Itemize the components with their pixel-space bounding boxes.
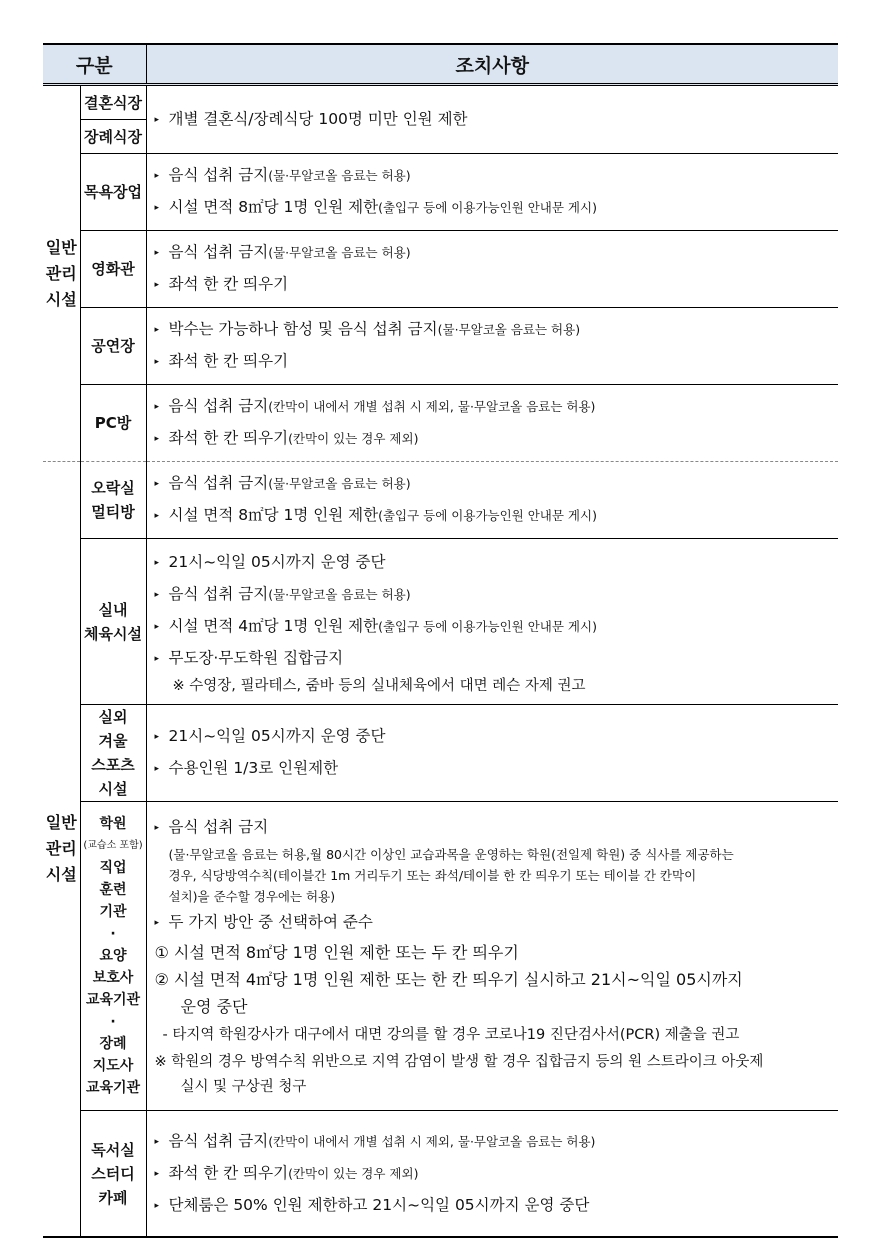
measures-wedding: ▸ 개별 결혼식/장례식당 100명 미만 인원 제한: [146, 85, 838, 154]
header-measures: 조치사항: [146, 44, 838, 85]
measures-table-page: [43, 43, 838, 1238]
measures-cinema: ▸ 음식 섭취 금지(물·무알코올 음료는 허용) ▸ 좌석 한 칸 띄우기: [146, 231, 838, 308]
facility-wedding-hall: 결혼식장: [80, 85, 146, 120]
header-category: 구분: [43, 44, 146, 85]
group-general-2: 일반 관리 시설: [43, 462, 80, 1238]
group-general-1: 일반 관리 시설: [43, 85, 80, 462]
measures-study-cafe: ▸ 음식 섭취 금지(칸막이 내에서 개별 섭취 시 제외, 물·무알코올 음료는 허용) ▸ 좌석 한 칸 띄우기(칸막이 있는 경우 제외) ▸ 단체룸은 50% 인원 제한하고 21시~익일 05시까지 운영 중단: [146, 1111, 838, 1238]
facility-arcade: 오락실 멀티방: [80, 462, 146, 539]
measures-theater: ▸ 박수는 가능하나 함성 및 음식 섭취 금지(물·무알코올 음료는 허용) ▸ 좌석 한 칸 띄우기: [146, 308, 838, 385]
facility-cinema: 영화관: [80, 231, 146, 308]
facility-academy: 학원 (교습소 포함) 직업 훈련 기관 · 요양 보호사 교육기관 · 장례 지도사 교육기관: [80, 802, 146, 1111]
measures-academy: ▸ 음식 섭취 금지 (물·무알코올 음료는 허용,월 80시간 이상인 교습과목을 운영하는 학원(전일제 학원) 중 식사를 제공하는 경우, 식당방역수칙(테이블간 1m 거리두기 또는 좌석/테이블 한 칸 띄우기 또는 테이블 간 칸막이 설치)을 준수할 경우에는 허용) ▸ 두 가지 방안 중 선택하여 준수 ① 시설 면적 8㎡당 1명 인원 제한 또는 두 칸 띄우기 ② 시설 면적 4㎡당 1명 인원 제한 또는 한 칸 띄우기 실시하고 21시~익일 05시까지 운영 중단 - 타지역 학원강사가 대구에서 대면 강의를 할 경우 코로나19 진단검사서(PCR) 제출을 권고 ※ 학원의 경우 방역수칙 위반으로 지역 감염이 발생 할 경우 집합금지 등의 원 스트라이크 아웃제 실시 및 구상권 청구: [146, 802, 838, 1111]
note-indoor-sports: ※ 수영장, 필라테스, 줌바 등의 실내체육에서 대면 레슨 자제 권고: [172, 677, 586, 694]
facility-indoor-sports: 실내 체육시설: [80, 539, 146, 705]
facility-funeral-hall: 장례식장: [80, 120, 146, 154]
facility-study-cafe: 독서실 스터디 카페: [80, 1111, 146, 1238]
measures-pc-cafe: ▸ 음식 섭취 금지(칸막이 내에서 개별 섭취 시 제외, 물·무알코올 음료는 허용) ▸ 좌석 한 칸 띄우기(칸막이 있는 경우 제외): [146, 385, 838, 462]
facility-theater: 공연장: [80, 308, 146, 385]
measures-table: [43, 43, 838, 1238]
measures-arcade: ▸ 음식 섭취 금지(물·무알코올 음료는 허용) ▸ 시설 면적 8㎡당 1명 인원 제한(출입구 등에 이용가능인원 안내문 게시): [146, 462, 838, 539]
facility-pc-cafe: PC방: [80, 385, 146, 462]
facility-winter-sports: 실외 겨울 스포츠 시설: [80, 705, 146, 802]
facility-bathhouse: 목욕장업: [80, 154, 146, 231]
measures-winter-sports: ▸ 21시~익일 05시까지 운영 중단 ▸ 수용인원 1/3로 인원제한: [146, 705, 838, 802]
measures-bathhouse: ▸ 음식 섭취 금지(물·무알코올 음료는 허용) ▸ 시설 면적 8㎡당 1명 인원 제한(출입구 등에 이용가능인원 안내문 게시): [146, 154, 838, 231]
measures-indoor-sports: ▸ 21시~익일 05시까지 운영 중단 ▸ 음식 섭취 금지(물·무알코올 음료는 허용) ▸ 시설 면적 4㎡당 1명 인원 제한(출입구 등에 이용가능인원 안내문 게시) ▸ 무도장·무도학원 집합금지 ※ 수영장, 필라테스, 줌바 등의 실내체육에서 대면 레슨 자제 권고: [146, 539, 838, 705]
